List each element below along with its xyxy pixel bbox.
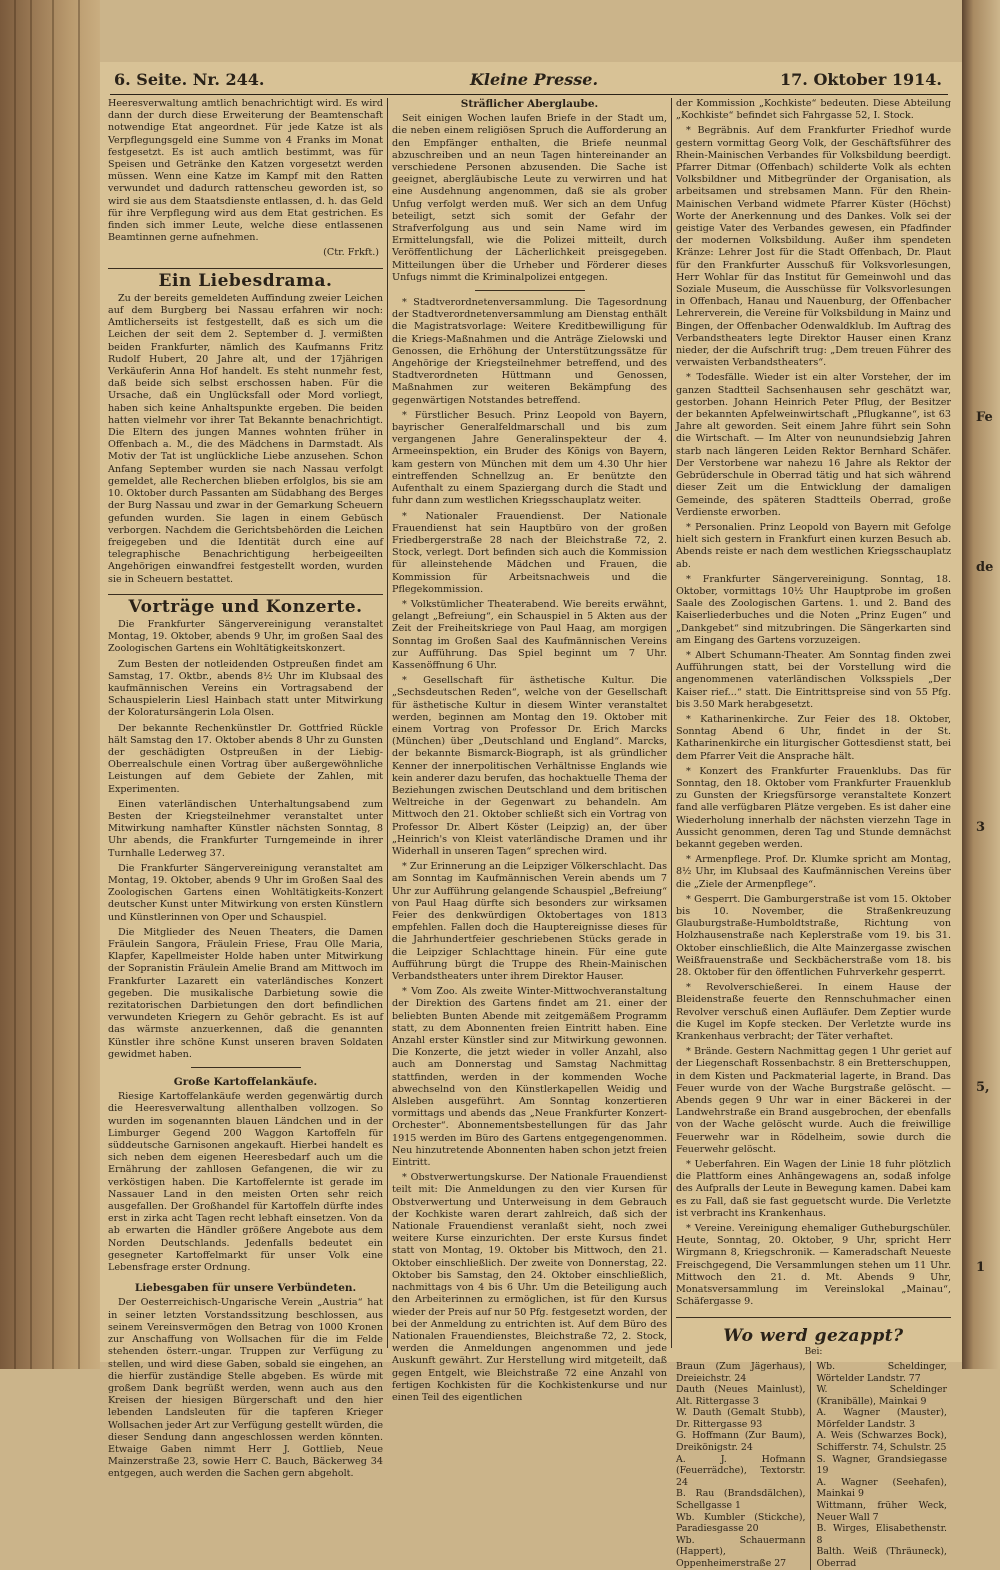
news-item: * Obstverwertungskurse. Der Nationale Frauendienst teilt mit: Die Anmeldungen zu den vier Kursen für Obstverwertung und Unterweisung in dem Gebrauch der Kochkiste waren derart zahlreich, daß sich der Nationale Frauendienst veranlaßt sieht, noch zwei weitere Kurse einzurichten. Der erste Kursus findet statt von Montag, 19. Oktober bis Mittwoch, den 21. Oktober einschließlich. Der zweite von Donnerstag, 22. Oktober bis Samstag, den 24. Oktober einschließlich, nachmittags von 4 bis 6 Uhr. Um die Beteiligung auch den Arbeiterinnen zu ermöglichen, ist für den Kursus wieder der Preis auf nur 50 Pfg. festgesetzt worden, der bei der Anmeldung zu entrichten ist. Auf dem Büro des Nationalen Frauendienstes, Bleichstraße 72, 2. Stock, werden die Anmeldungen angenommen und jede Auskunft gewährt. Zur Herstellung wird mitgeteilt, daß gegen Entgelt, wie Bleichstraße 72 eine Anzahl von fertigen Kochkisten für die Kochkistenkurse und nur einen Teil des eigentlichen xyxy=(392,1172,667,1403)
facing-page-fragment: Fe xyxy=(976,410,993,425)
news-item: * Frankfurter Sängervereinigung. Sonntag, 18. Oktober, vormittags 10½ Uhr Hauptprobe im großen Saale des Zoologischen Gartens. 1. und 2. Band des Kaiserliederbuches und die Noten „Prinz Eugen“ und „Dankgebet“ sind mitzubringen. Die Sängerkarten sind am Eingang des Gartens vorzuzeigen. xyxy=(676,573,951,646)
ad-headline: Wo werd gezappt? xyxy=(723,1325,904,1346)
ad-entry: Wb. Scheldinger, Wörtelder Landstr. 77 xyxy=(816,1360,947,1384)
column-2 xyxy=(392,98,667,1403)
news-item: * Vereine. Vereinigung ehemaliger Gutheburgschüler. Heute, Sonntag, 20. Oktober, 9 Uhr, spricht Herr Wirgmann 8, Kriegschronik. — Kameradschaft Neueste Freischgegend, Die Versammlungen stehen um 11 Uhr. Mittwoch den 21. d. Mt. Abends 9 Uhr, Monatsversammlung im Vereinslokal „Mainau“, Schäfergasse 9. xyxy=(676,1223,951,1308)
ad-list-right xyxy=(817,1361,952,1570)
book-binding xyxy=(0,0,100,1369)
ad-list-left xyxy=(676,1361,811,1570)
ad-entry: G. Hoffmann (Zur Baum), Dreikönigstr. 24 xyxy=(676,1430,806,1454)
news-item: * Personalien. Prinz Leopold von Bayern mit Gefolge hielt sich gestern in Frankfurt einen kurzen Besuch ab. Abends reiste er nach dem westlichen Kriegsschauplatz ab. xyxy=(676,521,951,570)
newspaper-title: Kleine Presse. xyxy=(470,70,599,89)
article-subheadline: Liebesgaben für unsere Verbündeten. xyxy=(134,1282,357,1295)
facing-page-fragment: 3 xyxy=(976,820,986,835)
column-rule xyxy=(387,98,388,1348)
news-item: * Gesellschaft für ästhetische Kultur. Die „Sechsdeutschen Reden“, welche von der Gesellschaft für ästhetische Kultur in diesem Winter veranstaltet werden, beginnen am Montag den 19. Oktober mit einem Vortrag von Professor Dr. Erich Marcks (München) über „Deutschland und England“. Marcks, der bekannte Bismarck-Biograph, ist als gründlicher Kenner der innerpolitischen Verhältnisse Englands wie kein anderer dazu berufen, das hochaktuelle Thema der Beziehungen zwischen Deutschland und dem britischen Weltreiche in der Gegenwart zu behandeln. Am Mittwoch den 21. Oktober schließt sich ein Vortrag von Professor Dr. Albert Köster (Leipzig) an, der über „Heinrich's von Kleist vaterländische Dramen und ihr Widerhall in unseren Tagen“ sprechen wird. xyxy=(392,675,667,857)
news-item: * Begräbnis. Auf dem Frankfurter Friedhof wurde gestern vormittag Georg Volk, der Geschäftsführer des Rhein-Mainischen Verbandes für Volksbildung beerdigt. Pfarrer Ditmar (Offenbach) schilderte Volk als echten Volksbildner und Mitbegründer der Organisation, als arbeitsamen und strebsamen Mann. Für den Rhein-Mainischen Verband widmete Pfarrer Küster (Höchst) Worte der Anerkennung und des Dankes. Volk sei der geistige Vater des Verbandes gewesen, ein Pfadfinder der modernen Volksbildung. Außer ihm spendeten Kränze: Lehrer Jost für die Stadt Offenbach, Dr. Plaut für den Frankfurter Ausschuß für Volksvorlesungen, Herr Wohlar für das Institut für Gemeinwohl und das Soziale Museum, die Ausschüsse für Volksvorlesungen in Offenbach, Hanau und Nauenburg, der Offenbacher Lehrerverein, die Vereine für Volksbildung in Mainz und Bingen, der Offenbacher Odenwaldklub. Im Auftrag des Verbandstheaters legte Direktor Hauser einen Kranz nieder, der die Aufschrift trug: „Dem treuen Führer des verwaisten Verbandstheaters“. xyxy=(676,125,951,369)
news-item: * Nationaler Frauendienst. Der Nationale Frauendienst hat sein Hauptbüro von der großen Friedbergerstraße 28 nach der Bleichstraße 72, 2. Stock, verlegt. Dort befinden sich auch die Kommission für alleinstehende Mädchen und Frauen, die Kommission für Arbeitsnachweis und die Pflegekommission. xyxy=(392,510,667,595)
news-item: * Zur Erinnerung an die Leipziger Völkerschlacht. Das am Sonntag im Kaufmännischen Verein abends um 7 Uhr zur Aufführung gelangende Schauspiel „Befreiung“ von Paul Haag dürfte sich besonders zur wirksamen Feier des denkwürdigen Oktobertages von 1813 empfehlen. Fallen doch die Hauptereignisse dieses für die Jahrhundertfeier geschriebenen Stücks gerade in die Leipziger Schlachttage hinein. Für eine gute Aufführung bürgt die Truppe des Rhein-Mainischen Verbandstheaters unter ihrem Direktor Hauser. xyxy=(392,861,667,983)
news-item: * Katharinenkirche. Zur Feier des 18. Oktober, Sonntag Abend 6 Uhr, findet in der St. Katharinenkirche ein liturgischer Gottesdienst statt, bei dem Pfarrer Veit die Ansprache hält. xyxy=(676,713,951,762)
section-headline: Vorträge und Konzerte. xyxy=(108,594,383,613)
article-paragraph: Der bekannte Rechenkünstler Dr. Gottfried Rückle hält Samstag den 17. Oktober abends 8 Uhr zu Gunsten der geschädigten Ostpreußen in der Liebig-Oberrealschule einen Vortrag über außergewöhnliche Leistungen auf dem Gebiete der Zahlen, mit Experimenten. xyxy=(108,722,383,795)
news-item: * Volkstümlicher Theaterabend. Wie bereits erwähnt, gelangt „Befreiung“, ein Schauspiel in 5 Akten aus der Zeit der Freiheitskriege von Paul Haag, am morgigen Sonntag im Großen Saal des Kaufmännischen Vereins zur Aufführung. Das Spiel beginnt um 7 Uhr. Kassenöffnung 6 Uhr. xyxy=(392,598,667,671)
article-subheadline: Große Kartoffelankäufe. xyxy=(173,1076,318,1089)
ad-entry: A. J. Hofmann (Feuerrädche), Textorstr. 24 xyxy=(676,1453,806,1488)
ad-entry: Dauth (Neues Mainlust), Alt. Rittergasse 3 xyxy=(676,1384,806,1407)
ad-entry: W. Dauth (Gemalt Stubb), Dr. Rittergasse 93 xyxy=(676,1407,806,1430)
news-item: * Gesperrt. Die Gamburgerstraße ist vom 15. Oktober bis 10. November, die Straßenkreuzung Glauburgstraße-Humboldtstraße, Richtung von Holzhausenstraße nach Keplerstraße vom 19. bis 31. Oktober einschließlich, die Alte Mainzergasse zwischen Weißfrauenstraße und Seckbächerstraße vom 18. bis 28. Oktober für den öffentlichen Fuhrverkehr gesperrt. xyxy=(676,893,951,979)
news-item: * Albert Schumann-Theater. Am Sonntag finden zwei Aufführungen statt, bei der Vorstellung wird die angenommenen vaterländischen Volksspiels „Der Kaiser rief...“ statt. Die Eintrittspreise sind von 55 Pfg. bis 3.50 Mark herabgesetzt. xyxy=(676,649,951,710)
article-paragraph: Heeresverwaltung amtlich benachrichtigt wird. Es wird dann der durch diese Erweiterung der Beamtenschaft notwendige Etat angeordnet. Für jede Katze ist als Verpflegungsgeld eine Summe von 4 Franks im Monat festgesetzt. Es ist auch amtlich bestimmt, was für Speisen und Getränke den Katzen vorgesetzt werden müssen. Wenn eine Katze im Kampf mit den Ratten verwundet und dadurch rattenscheu geworden ist, so wird sie aus dem Staatsdienste entlassen, d. h. das Geld für ihre Verpflegung wird aus dem Etat gestrichen. Es finden sich immer Leute, welche diese entlassenen Beamtinnen gerne aufnehmen. xyxy=(108,98,383,244)
facing-page-edge xyxy=(962,0,1000,1369)
article-paragraph: Riesige Kartoffelankäufe werden gegenwärtig durch die Heeresverwaltung allenthalben vollzogen. So wurden im sogenannten blauen Ländchen und in der Limburger Gegend 200 Waggon Kartoffeln für süddeutsche Garnisonen angekauft. Hierbei handelt es sich neben dem eigenen Heeresbedarf auch um die Ernährung der zahllosen Gefangenen, die wir zu verköstigen haben. Die Kartoffelernte ist gerade im Nassauer Land in den meisten Orten sehr reich ausgefallen. Der Großhandel für Kartoffeln dürfte indes erst in zirka acht Tagen recht lebhaft einsetzen. Von da ab erwarten die Händler größere Angebote aus dem Norden Deutschlands. Jedenfalls bedeutet ein gesegneter Kartoffelmarkt für unser Volk eine Lebensfrage erster Ordnung. xyxy=(108,1091,383,1274)
article-paragraph: Einen vaterländischen Unterhaltungsabend zum Besten der Kriegsteilnehmer veranstaltet unter Mitwirkung namhafter Künstler nächsten Sonntag, 8 Uhr abends, die Frankfurter Turngemeinde in ihrer Turnhalle Lederweg 37. xyxy=(108,798,383,859)
article-paragraph: Der Oesterreichisch-Ungarische Verein „Austria“ hat in seiner letzten Vorstandssitzung beschlossen, aus seinem Vereinsvermögen den Betrag von 1000 Kronen zur Anschaffung von Wollsachen für die im Felde stehenden österr.-ungar. Truppen zur Verfügung zu stellen, und wird diese Gaben, sobald sie eingehen, an die hierfür zuständige Stelle abgeben. Es würde mit großem Dank begrüßt werden, wenn auch aus den Kreisen der hiesigen Bürgerschaft und den hier lebenden Landsleuten für die tapferen Krieger Wollsachen jeder Art zur Verfügung gestellt würden, die dieser Sendung dann angeschlossen werden könnten. Etwaige Gaben nimmt Herr J. Gottlieb, Neue Mainzerstraße 23, sowie Herr C. Bauch, Bäckerweg 34 entgegen, auch werden die Sachen gern abgeholt. xyxy=(108,1297,383,1480)
facing-page-fragment: 5, xyxy=(976,1080,990,1095)
article-paragraph: Die Frankfurter Sängervereinigung veranstaltet am Montag, 19. Oktober, abends 9 Uhr im Großen Saal des Zoologischen Gartens einen Wohltätigkeits-Konzert deutscher Kunst unter Mitwirkung von ersten Künstlern und Künstlerinnen von Oper und Schauspiel. xyxy=(108,862,383,923)
facing-page-fragment: 1 xyxy=(976,1260,986,1275)
facing-page-fragment: de xyxy=(976,560,994,575)
article-paragraph: Die Mitglieder des Neuen Theaters, die Damen Fräulein Sangora, Fräulein Friese, Frau Olle Maria, Klapfer, Kapellmeister Holde haben unter Mitwirkung der Sopranistin Fräulein Amelie Brand am Mittwoch im Frankfurter Lazarett ein vaterländisches Konzert gegeben. Die musikalische Darbietung sowie die rezitatorischen Darbietungen den dort befindlichen verwundeten Kriegern zu Gehör gebracht. Es ist auf das wärmste anzuerkennen, daß die genannten Künstler ihre schöne Kunst unseren braven Soldaten gewidmet haben. xyxy=(108,926,383,1060)
ad-entry: A. Weis (Schwarzes Bock), Schifferstr. 74, Schulstr. 25 xyxy=(816,1430,947,1454)
ad-entry: Wb. Kumbler (Stickche), Paradiesgasse 20 xyxy=(676,1511,806,1535)
news-item: * Konzert des Frankfurter Frauenklubs. Das für Sonntag, den 18. Oktober vom Frankfurter Frauenklub zu Gunsten der Kriegsfürsorge veranstaltete Konzert fand alle verfügbaren Plätze vergeben. Es ist daher eine Wiederholung innerhalb der nächsten vierzehn Tage in Aussicht genommen, deren Tag und Stunde demnächst bekannt gegeben werden. xyxy=(676,765,951,850)
ad-entry: S. Wagner, Grandsiegasse 19 xyxy=(816,1453,947,1477)
ad-entry: A. Wagner (Mauster), Mörfelder Landstr. 3 xyxy=(816,1407,947,1430)
article-paragraph: Zu der bereits gemeldeten Auffindung zweier Leichen auf dem Burgberg bei Nassau erfahren wir noch: Amtlicherseits ist festgestellt, daß es sich um die Leichen der seit dem 2. September d. J. vermißten beiden Frankfurter, nämlich des Kaufmanns Fritz Rudolf Hubert, 20 Jahre alt, und der 17jährigen Verkäuferin Anna Hof handelt. Es steht nunmehr fest, daß beide sich selbst erschossen haben. Für die Ursache, daß ein Unglücksfall oder Mord vorliegt, haben sich keine Anhaltspunkte ergeben. Die beiden hatten vielmehr vor ihrer Tat Bekannte benachrichtigt. Die Eltern des jungen Mannes wohnten früher in Offenbach a. M., die des Mädchens in Darmstadt. Als Motiv der Tat ist unglückliche Liebe anzusehen. Schon Anfang September wurden sie nach Nassau verfolgt gemeldet, alle Recherchen blieben erfolglos, bis sie am 10. Oktober durch Passanten am Südabhang des Berges der Burg Nassau und zwar in der Gemarkung Scheuern gefunden wurden. Sie lagen in einem Gebüsch verborgen. Nachdem die Gerichtsbehörden die Leichen freigegeben und die Identität durch eine auf telegraphische Benachrichtigung herbeigeeilten Angehörigen einwandfrei festgestellt worden, wurden sie in Scheuern bestattet. xyxy=(108,292,383,585)
news-item: * Vom Zoo. Als zweite Winter-Mittwochveranstaltung der Direktion des Gartens findet am 21. einer der beliebten Bunten Abende mit zeitgemäßem Programm statt, zu dem Abonnenten freien Eintritt haben. Eine Anzahl erster Künstler sind zur Mitwirkung gewonnen. Die Konzerte, die jetzt wieder in voller Anzahl, also auch am Donnerstag und Samstag Nachmittag stattfinden, werden in der kommenden Woche abwechselnd von den Künstlerkapellen Weidig und Alsleben ausgeführt. Am Sonntag konzertieren vormittags und abends das „Neue Frankfurter Konzert-Orchester“. Abonnementsbestellungen für das Jahr 1915 werden im Büro des Gartens entgegengenommen. Neu hinzutretende Abonnenten haben schon jetzt freien Eintritt. xyxy=(392,986,667,1169)
column-1 xyxy=(108,98,383,1480)
ad-entry: Wittmann, früher Weck, Neuer Wall 7 xyxy=(816,1500,947,1523)
news-item: * Brände. Gestern Nachmittag gegen 1 Uhr geriet auf der Liegenschaft Rossenbachstr. 8 ein Bretterschuppen, in dem Kisten und Packmaterial lagerte, in Brand. Das Feuer wurde von der Wache Burgstraße gelöscht. — Abends gegen 9 Uhr war in einer Bäckerei in der Landwehrstraße ein Brand ausgebrochen, der ebenfalls von der Wache gelöscht wurde. Auch die freiwillige Feuerwehr war in Rödelheim, sowie durch die Feuerwehr gelöscht. xyxy=(676,1046,951,1155)
article-paragraph: Zum Besten der notleidenden Ostpreußen findet am Samstag, 17. Oktbr., abends 8½ Uhr im Klubsaal des kaufmännischen Vereins ein Vortragsabend der Schauspielerin Liesl Hainbach statt unter Mitwirkung der Koloratursängerin Lola Olsen. xyxy=(108,658,383,719)
article-headline: Ein Liebesdrama. xyxy=(108,268,383,287)
ad-entry: A. Wagner (Seehafen), Mainkai 9 xyxy=(816,1476,947,1500)
page-number: 6. Seite. Nr. 244. xyxy=(114,70,265,89)
news-item: * Revolverschießerei. In einem Hause der Bleidenstraße feuerte den Rennschuhmacher einen Revolver verschuß einen Aufläufer. Dem Zeptier wurde die Kugel im Kopfe stecken. Der Verletzte wurde ins Krankenhaus verbracht; der Täter verhaftet. xyxy=(676,982,951,1043)
news-item: * Stadtverordnetenversammlung. Die Tagesordnung der Stadtverordnetenversammlung am Dienstag enthält die Magistratsvorlage: Weitere Kreditbewilligung für die Kriegs-Maßnahmen und die Anträge Zielowski und Genossen, die Erhöhung der Unterstützungssätze für Angehörige der Kriegsteilnehmer betreffend, und des Stadtverordneten Hüttmann und Genossen, Maßnahmen zur weiteren Bekämpfung des gegenwärtigen Notstandes betreffend. xyxy=(392,297,667,406)
ad-entry: B. Rau (Brandsdälchen), Schellgasse 1 xyxy=(676,1488,806,1512)
news-item: * Fürstlicher Besuch. Prinz Leopold von Bayern, bayrischer Generalfeldmarschall und bis zum vergangenen Jahre Generalinspekteur der 4. Armeeinspektion, ein Bruder des Königs von Bayern, kam gestern von München mit dem um 4.30 Uhr hier eintreffenden Schnellzug an. Er benützte den Aufenthalt zu einem Spaziergang durch die Stadt und fuhr dann zum westlichen Kriegsschauplatz weiter. xyxy=(392,409,667,507)
article-paragraph: Seit einigen Wochen laufen Briefe in der Stadt um, die neben einem religiösen Spruch die Aufforderung an den Empfänger enthalten, die Briefe neunmal abzuschreiben und an neun Tagen hintereinander an verschiedene Personen abzusenden. Die Sache ist geeignet, abergläubische Leute zu verwirren und hat eine Ausdehnung angenommen, daß sie als grober Unfug verfolgt werden muß. Wer sich an dem Unfug beteiligt, setzt sich somit der Gefahr der Strafverfolgung aus und sein Name wird im Ermittelungsfall, wie die Polizei mitteilt, durch Veröffentlichung der Lächerlichkeit preisgegeben. Mitteilungen über die Urheber und Förderer dieses Unfugs nimmt die Kriminalpolizei entgegen. xyxy=(392,113,667,283)
issue-date: 17. Oktober 1914. xyxy=(780,70,942,89)
news-item: * Todesfälle. Wieder ist ein alter Vorsteher, der im ganzen Stadtteil Sachsenhausen sehr geschätzt war, gestorben. Johann Heinrich Peter Pflug, der Besitzer der bekannten Apfelweinwirtschaft „Pflugkanne“, ist 63 Jahre alt geworden. Seit einem Jahre führt sein Sohn die Wirtschaft. — Im Alter von neunundsiebzig Jahren starb nach längeren Leiden Rektor Bernhard Schäfer. Der Verstorbene war nahezu 16 Jahre als Rektor der Gebrüderschule in Oberrad tätig und hat sich während dieser Zeit um die Entwicklung der damaligen Gemeinde, des späteren Stadtteils Oberrad, große Verdienste erworben. xyxy=(676,372,951,518)
ad-subline: Bei: xyxy=(804,1346,823,1357)
ad-entry: Braun (Zum Jägerhaus), Dreieichstr. 24 xyxy=(676,1360,806,1384)
article-paragraph: Die Frankfurter Sängervereinigung veranstaltet Montag, 19. Oktober, abends 9 Uhr, im großen Saal des Zoologischen Gartens ein Wohltätigkeitskonzert. xyxy=(108,618,383,655)
advertisement xyxy=(676,1317,951,1570)
ad-listing xyxy=(676,1361,951,1570)
ad-entry: B. Wirges, Elisabethenstr. 8 xyxy=(816,1523,947,1546)
article-subheadline: Sträflicher Aberglaube. xyxy=(460,98,599,110)
divider xyxy=(475,290,585,291)
ad-entry: Wb. Schauermann (Happert), Oppenheimerstraße 27 xyxy=(676,1534,806,1569)
page-header xyxy=(110,66,948,95)
divider xyxy=(191,1067,301,1068)
ad-entry: W. Scheldinger (Kranibälle), Mainkai 9 xyxy=(816,1384,947,1407)
source-note: (Ctr. Frkft.) xyxy=(323,247,379,259)
news-item: * Ueberfahren. Ein Wagen der Linie 18 fuhr plötzlich die Plattform eines Anhängewagens an, sodaß infolge des Aufpralls der Leute in Bewegung kamen. Dabei kam es zu Fall, daß sie fast geguetscht wurde. Die Verletzte ist verbracht ins Krankenhaus. xyxy=(676,1159,951,1219)
news-item: der Kommission „Kochkiste“ bedeuten. Diese Abteilung „Kochkiste“ befindet sich Fahrgasse 52, I. Stock. xyxy=(676,98,951,122)
ad-entry: Balth. Weiß (Thräuneck), Oberrad xyxy=(816,1546,947,1569)
column-rule xyxy=(671,98,672,1348)
news-item: * Armenpflege. Prof. Dr. Klumke spricht am Montag, 8½ Uhr, im Klubsaal des Kaufmännischen Vereins über die „Ziele der Armenpflege“. xyxy=(676,854,951,890)
column-3 xyxy=(676,98,951,1569)
